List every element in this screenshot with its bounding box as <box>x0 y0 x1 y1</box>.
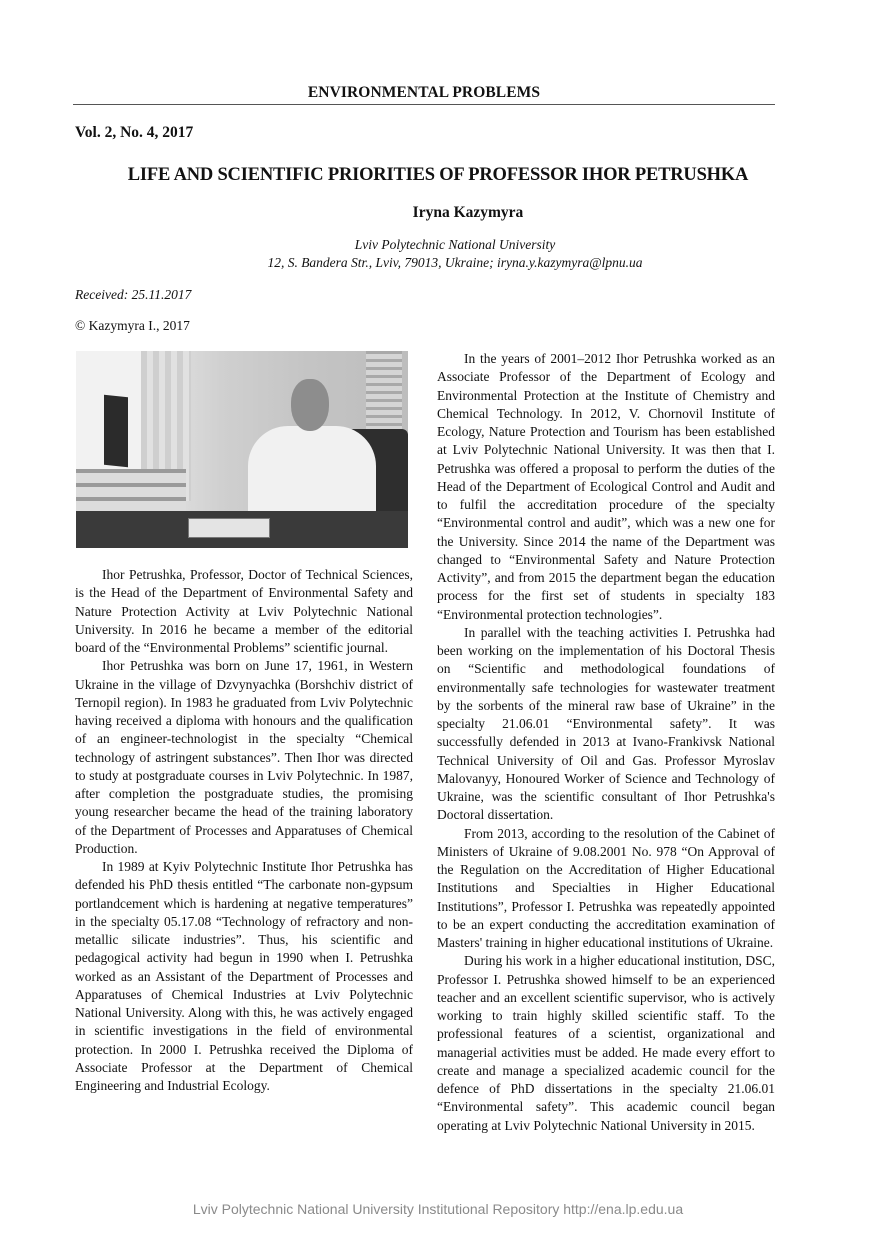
author-affiliation <box>160 236 750 272</box>
paragraph: From 2013, according to the resolution of the Cabinet of Ministers of Ukraine of 9.08.2001 No. 978 “On Approval of the Regulation on the Accreditation of Higher Educational Institutions and Specialties in Higher Educational Institutions”, Professor I. Petrushka was repeatedly appointed to be an expert conducting the accreditation examination of Masters' training in higher educational institutions of Ukraine. <box>437 825 775 950</box>
affiliation-address: 12, S. Bandera Str., Lviv, 79013, Ukraine; iryna.y.kazymyra@lpnu.ua <box>267 255 643 270</box>
photo-book <box>188 518 270 538</box>
paragraph: In parallel with the teaching activities I. Petrushka had been working on the implementation of his Doctoral Thesis on “Scientific and methodological foundations of environmentally safe technologies for wastewater treatment by the sorbents of the mineral raw base of Ukraine” in the specialty 21.06.01 “Environmental safety”. It was successfully defended in 2013 at Ivano-Frankivsk National Technical University of Oil and Gas. Professor Myroslav Malovanyy, Honoured Worker of Science and Technology of Ukraine, was the scientific consultant of Ihor Petrushka's Doctoral dissertation. <box>437 624 775 823</box>
copyright-notice: © Kazymyra I., 2017 <box>75 318 190 333</box>
repository-footer: Lviv Polytechnic National University Institutional Repository http://ena.lp.edu.ua <box>192 1201 684 1217</box>
article-title: LIFE AND SCIENTIFIC PRIORITIES OF PROFESSOR IHOR PETRUSHKA <box>127 165 749 185</box>
photo-person-head <box>291 379 329 431</box>
right-column <box>437 350 775 1135</box>
paragraph: Ihor Petrushka was born on June 17, 1961, in Western Ukraine in the village of Dzvynyachka (Borshchiv district of Ternopil region). In 1983 he graduated from Lviv Polytechnic having received a diploma with honours and the qualification of an engineer-technologist in the specialty “Chemical technology of astringent substances”. Then Ihor was directed to study at postgraduate courses in Lviv Polytechnic. In 1987, after completion the postgraduate studies, the promising young researcher became the head of the training laboratory of the Department of Processes and Apparatuses of Chemical Production. <box>75 658 413 856</box>
affiliation-institution: Lviv Polytechnic National University <box>354 237 556 252</box>
paragraph: Ihor Petrushka, Professor, Doctor of Technical Sciences, is the Head of the Department of Environmental Safety and Nature Protection Activity at Lviv Polytechnic National University. In 2016 he became a member of the editorial board of the “Environmental Problems” scientific journal. <box>75 567 413 655</box>
portrait-photo <box>76 351 408 548</box>
journal-name: ENVIRONMENTAL PROBLEMS <box>307 84 541 101</box>
paragraph: In the years of 2001–2012 Ihor Petrushka worked as an Associate Professor of the Department of Ecology and Environmental Protection at the Institute of Chemistry and Chemical Technology. In 2012, V. Chornovil Institute of Ecology, Nature Protection and Tourism has been established at Lviv Polytechnic National University. It was then that I. Petrushka was offered a proposal to perform the duties of the Head of the Department of Ecological Control and Audit and to fulfil the accreditation procedure of the specialty “Environmental control and audit”, which was a new one for the University. Since 2014 the name of the Department was changed to “Environmental Safety and Nature Protection Activity”, and from 2015 the department began the education process for the first set of students in specialty 183 “Environmental protection technologies”. <box>437 351 775 622</box>
paragraph: In 1989 at Kyiv Polytechnic Institute Ihor Petrushka has defended his PhD thesis entitled “The carbonate non-gypsum portlandcement which is hardening at negative temperatures” in the specialty 05.17.08 “Technology of refractory and non-metallic silicate industries”. Thus, his scientific and pedagogical activity had begun in 1990 when I. Petrushka worked as an Assistant of the Department of Processes and Apparatuses of Chemical Industries at Lviv Polytechnic National University. Along with this, he was actively engaged in scientific investigations in the field of environmental protection. In 2000 I. Petrushka received the Diploma of Associate Professor at the Department of Chemical Engineering and Industrial Ecology. <box>75 859 413 1093</box>
volume-info: Vol. 2, No. 4, 2017 <box>75 124 194 141</box>
left-column <box>75 566 413 1095</box>
author-name: Iryna Kazymyra <box>412 204 524 221</box>
photo-monitor <box>104 395 128 468</box>
received-date: Received: 25.11.2017 <box>75 287 192 302</box>
photo-person-body <box>248 426 376 516</box>
header-rule <box>73 104 775 105</box>
paragraph: During his work in a higher educational institution, DSC, Professor I. Petrushka showed himself to be an experienced teacher and an excellent scientific supervisor, who is actively working to train highly skilled scientific staff. To the professional features of a scientist, organizational and managerial activities must be added. He made every effort to create and manage a specialized academic council for the defence of PhD dissertations in the specialty 21.06.01 “Environmental safety”. This academic council began operating at Lviv Polytechnic National University in 2015. <box>437 953 775 1133</box>
